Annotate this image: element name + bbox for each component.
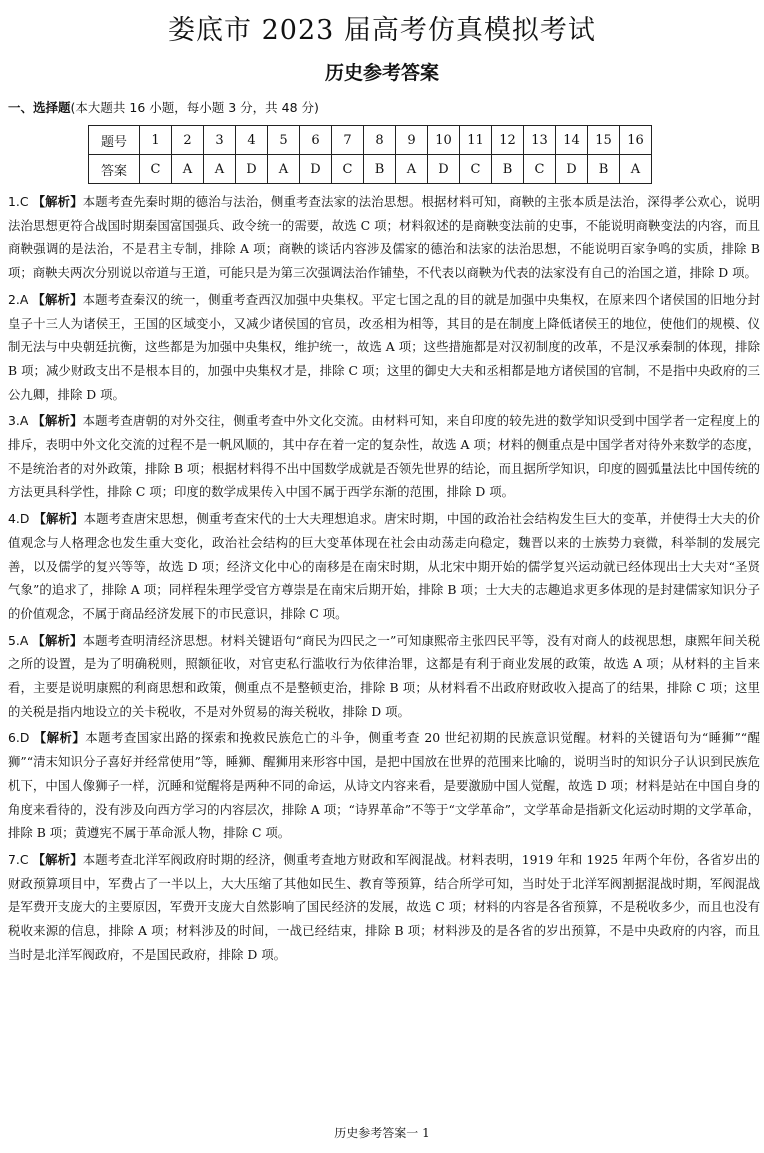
answer-cell: D <box>300 155 332 184</box>
explanation-list <box>8 190 760 970</box>
question-number: 16 <box>620 126 652 155</box>
question-number: 3 <box>204 126 236 155</box>
explanation-item <box>8 288 760 407</box>
question-number: 1 <box>140 126 172 155</box>
answer-cell: B <box>588 155 620 184</box>
answer-cell: D <box>556 155 588 184</box>
answer-cell: A <box>396 155 428 184</box>
section-name: 一、选择题 <box>8 100 71 115</box>
section-heading <box>8 98 319 116</box>
question-number: 10 <box>428 126 460 155</box>
row-label-answer: 答案 <box>89 155 140 184</box>
item-text: 本题考查北洋军阀政府时期的经济，侧重考查地方财政和军阀混战。材料表明，1919 年和 1925 年两个年份，各省岁出的财政预算项目中，军费占了一半以上，大大压缩了其他如民生、教育等预算，结合所学可知，当时处于北洋军阀割据混战时期，军阀混战是军费开支庞大的主要原因，军费开支庞大自然影响了国民经济的发展，故选 C 项；材料的内容是各省预算，不是税收多少，而且也没有税收来源的信息，排除 A 项；材料涉及的时间，一战已经结束，排除 B 项；材料涉及的是各省的岁出预算，不是中央政府的内容，而且当时是北洋军阀政府，不是国民政府，排除 D 项。 <box>8 851 760 962</box>
item-number: 1.C <box>8 194 29 209</box>
page-footer: 历史参考答案一 1 <box>334 1126 430 1140</box>
explanation-item <box>8 409 760 504</box>
question-number: 12 <box>492 126 524 155</box>
answer-cell: C <box>524 155 556 184</box>
analysis-tag: 【解析】 <box>32 194 83 209</box>
item-text: 本题考查唐宋思想，侧重考查宋代的士大夫理想追求。唐宋时期，中国的政治社会结构发生巨大的变革，并使得士大夫的价值观念与人格理念也发生重大变化，政治社会结构的巨大变革体现在社会由动荡走向稳定，魏晋以来的士族势力衰微，科举制的发展完善，以及儒学的复兴等等，故选 D 项；经济文化中心的南移是在南宋时期，从北宋中期开始的儒学复兴运动就已经体现出士大夫对“圣贤气象”的追求了，排除 A 项；同样程朱理学受官方尊崇是在南宋后期开始，排除 B 项；士大夫的志趣追求更多体现的是封建儒家知识分子的价值观念，不属于商品经济发展下的市民意识，排除 C 项。 <box>8 511 760 621</box>
question-number: 7 <box>332 126 364 155</box>
item-number: 6.D <box>8 730 30 746</box>
analysis-tag: 【解析】 <box>33 730 86 746</box>
question-number: 9 <box>396 126 428 155</box>
item-text: 本题考查唐朝的对外交往，侧重考查中外文化交流。由材料可知，来自印度的较先进的数学知识受到中国学者一定程度上的排斥，表明中外文化交流的过程不是一帆风顺的，其中存在着一定的复杂性，故选 A 项；材料的侧重点是中国学者对待外来数学的态度，不是统治者的对外政策，排除 B 项；根据材料得不出中国数学成就是否领先世界的结论，而且据所学知识，印度的圆弧量法比中国传统的方法更具科学性，排除 C 项；印度的数学成果传入中国不属于西学东渐的范围，排除 D 项。 <box>8 413 761 500</box>
answer-cell: B <box>364 155 396 184</box>
question-number: 4 <box>236 126 268 155</box>
analysis-tag: 【解析】 <box>32 851 83 867</box>
explanation-item <box>8 190 760 285</box>
answer-table-answer-row <box>89 155 652 184</box>
answer-cell: C <box>140 155 172 184</box>
item-text: 本题考查明清经济思想。材料关键语句“商民为四民之一”可知康熙帝主张四民平等，没有对商人的歧视思想，康熙年间关税之所的设置，是为了明确税则，照额征收，对官吏私行滥收行为依律治罪，这都是有利于商业发展的政策，故选 A 项；从材料的主旨来看，主要是说明康熙的利商思想和政策，侧重点不是整顿吏治，排除 B 项；从材料看不出政府财政收入提高了的结果，排除 C 项；这里的关税是指内地设立的关卡税收，不是对外贸易的海关税收，排除 D 项。 <box>8 632 761 719</box>
row-label-number: 题号 <box>89 126 140 155</box>
answer-table-number-row <box>89 126 652 155</box>
question-number: 6 <box>300 126 332 155</box>
explanation-item <box>8 848 760 967</box>
answer-cell: A <box>204 155 236 184</box>
question-number: 8 <box>364 126 396 155</box>
item-text: 本题考查秦汉的统一，侧重考查西汉加强中央集权。平定七国之乱的目的就是加强中央集权，在原来四个诸侯国的旧地分封皇子十三人为诸侯王，王国的区域变小，又减少诸侯国的官员，改丞相为相等，其目的是在制度上降低诸侯王的地位，使他们的规模、仪制无法与中央朝廷抗衡，这些都是为加强中央集权，维护统一，故选 A 项；这些措施都是对汉初制度的改革，不是汉承秦制的体现，排除 B 项；减少财政支出不是根本目的，加强中央集权才是，排除 C 项；这里的御史大夫和丞相都是地方诸侯国的官制，不是指中央政府的三公九卿，排除 D 项。 <box>8 291 761 402</box>
item-number: 7.C <box>8 851 29 867</box>
question-number: 13 <box>524 126 556 155</box>
answer-cell: C <box>460 155 492 184</box>
analysis-tag: 【解析】 <box>32 632 83 648</box>
item-number: 4.D <box>8 511 30 527</box>
question-number: 14 <box>556 126 588 155</box>
question-number: 11 <box>460 126 492 155</box>
section-note: (本大题共 16 小题，每小题 3 分，共 48 分) <box>70 100 319 115</box>
answer-cell: C <box>332 155 364 184</box>
explanation-item <box>8 629 760 724</box>
question-number: 2 <box>172 126 204 155</box>
answer-table <box>88 125 652 184</box>
explanation-item <box>8 507 760 626</box>
answer-cell: D <box>428 155 460 184</box>
question-number: 5 <box>268 126 300 155</box>
answer-cell: B <box>492 155 524 184</box>
item-number: 3.A <box>8 413 29 429</box>
document-subtitle: 历史参考答案 <box>324 62 439 84</box>
question-number: 15 <box>588 126 620 155</box>
item-number: 5.A <box>8 632 29 648</box>
exam-title: 娄底市 2023 届高考仿真模拟考试 <box>168 15 596 46</box>
analysis-tag: 【解析】 <box>33 511 84 527</box>
item-number: 2.A <box>8 291 29 307</box>
explanation-item <box>8 726 760 845</box>
analysis-tag: 【解析】 <box>32 291 83 307</box>
answer-cell: A <box>268 155 300 184</box>
answer-cell: D <box>236 155 268 184</box>
analysis-tag: 【解析】 <box>32 413 83 429</box>
answer-cell: A <box>172 155 204 184</box>
item-text: 本题考查国家出路的探索和挽救民族危亡的斗争，侧重考查 20 世纪初期的民族意识觉醒。材料的关键语句为“睡狮”“醒狮”“清末知识分子喜好并经常使用”等，睡狮、醒狮用来形容中国，是把中国放在世界的范围来比喻的，说明当时的知识分子认识到民族危机下，中国人像狮子一样，沉睡和觉醒将是两种不同的命运，从诗文内容来看，是要激励中国人觉醒，故选 D 项；材料是站在中国自身的角度来看待的，没有涉及向西方学习的内容层次，排除 A 项；“诗界革命”不等于“文学革命”，文学革命是指新文化运动时期的文学革命，排除 B 项；黄遵宪不属于革命派人物，排除 C 项。 <box>8 730 760 841</box>
answer-cell: A <box>620 155 652 184</box>
item-text: 本题考查先秦时期的德治与法治，侧重考查法家的法治思想。根据材料可知，商鞅的主张本质是法治，深得孝公欢心，说明法治思想更符合战国时期秦国富国强兵、政令统一的需要，故选 C 项；材料叙述的是商鞅变法前的史事，不能说明商鞅变法的内容，而且商鞅强调的是法治，不是君主专制，排除 A 项；商鞅的谈话内容涉及儒家的德治和法家的法治思想，不能说明百家争鸣的实质，排除 B 项；商鞅夫两次分别说以帝道与王道，可能只是为第三次强调法治作铺垫，不代表以商鞅为代表的法家没有自己的治国之道，排除 D 项。 <box>8 194 760 281</box>
